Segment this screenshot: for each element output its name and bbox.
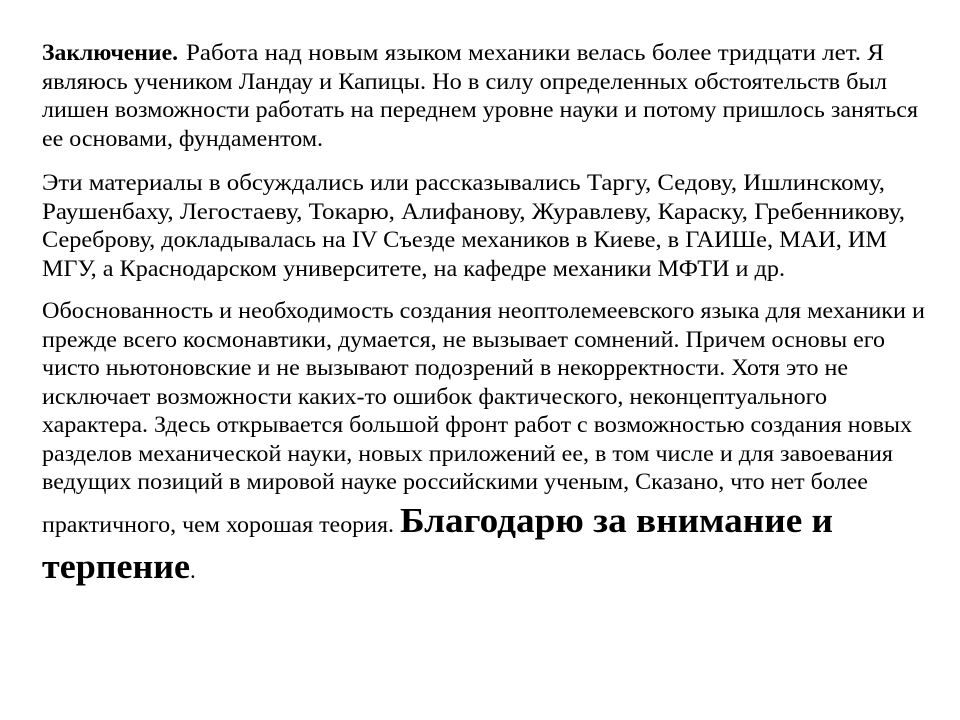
paragraph-conclusion xyxy=(42,40,918,151)
text-line: Эти материалы в обсуждались или рассказывались Таргу, Седову, Ишлинскому, xyxy=(42,170,885,195)
text-line: Обоснованность и необходимость создания неоптолемеевского языка для механики и xyxy=(42,298,926,323)
thanks-text-end: терпение xyxy=(42,547,190,586)
text-line: Раушенбаху, Легостаеву, Токарю, Алифанову, Журавлеву, Караску, Гребенникову, xyxy=(42,199,906,224)
text-line: ее основами, фундаментом. xyxy=(42,126,323,151)
paragraph-justification xyxy=(42,298,925,586)
text-line: являюсь учеником Ландау и Капицы. Но в силу определенных обстоятельств был xyxy=(42,69,887,94)
text-line: МГУ, а Краснодарском университете, на кафедре механики МФТИ и др. xyxy=(42,256,785,281)
text-line: практичного, чем хорошая теория. xyxy=(42,512,394,537)
text-line: разделов механической науки, новых приложений ее, в том числе и для завоевания xyxy=(42,441,894,466)
closing-period: . xyxy=(190,558,196,583)
conclusion-heading: Заключение. xyxy=(42,40,179,65)
paragraph-materials xyxy=(42,170,905,281)
text-line: исключает возможности каких-то ошибок фактического, неконцептуального xyxy=(42,384,827,409)
text-line: чисто ньютоновские и не вызывают подозрений в некорректности. Хотя это не xyxy=(42,355,849,380)
text-line: Сереброву, докладывалась на IV Съезде механиков в Киеве, в ГАИШе, МАИ, ИМ xyxy=(42,227,887,252)
text-line: прежде всего космонавтики, думается, не вызывает сомнений. Причем основы его xyxy=(42,327,885,352)
text-line: Работа над новым языком механики велась более тридцати лет. Я xyxy=(186,40,884,65)
text-line: характера. Здесь открывается большой фронт работ с возможностью создания новых xyxy=(42,412,913,437)
text-line: ведущих позиций в мировой науке российскими ученым, Сказано, что нет более xyxy=(42,469,868,494)
text-line: лишен возможности работать на переднем уровне науки и потому пришлось заняться xyxy=(42,97,919,122)
thanks-text: Благодарю за внимание и xyxy=(400,501,833,540)
